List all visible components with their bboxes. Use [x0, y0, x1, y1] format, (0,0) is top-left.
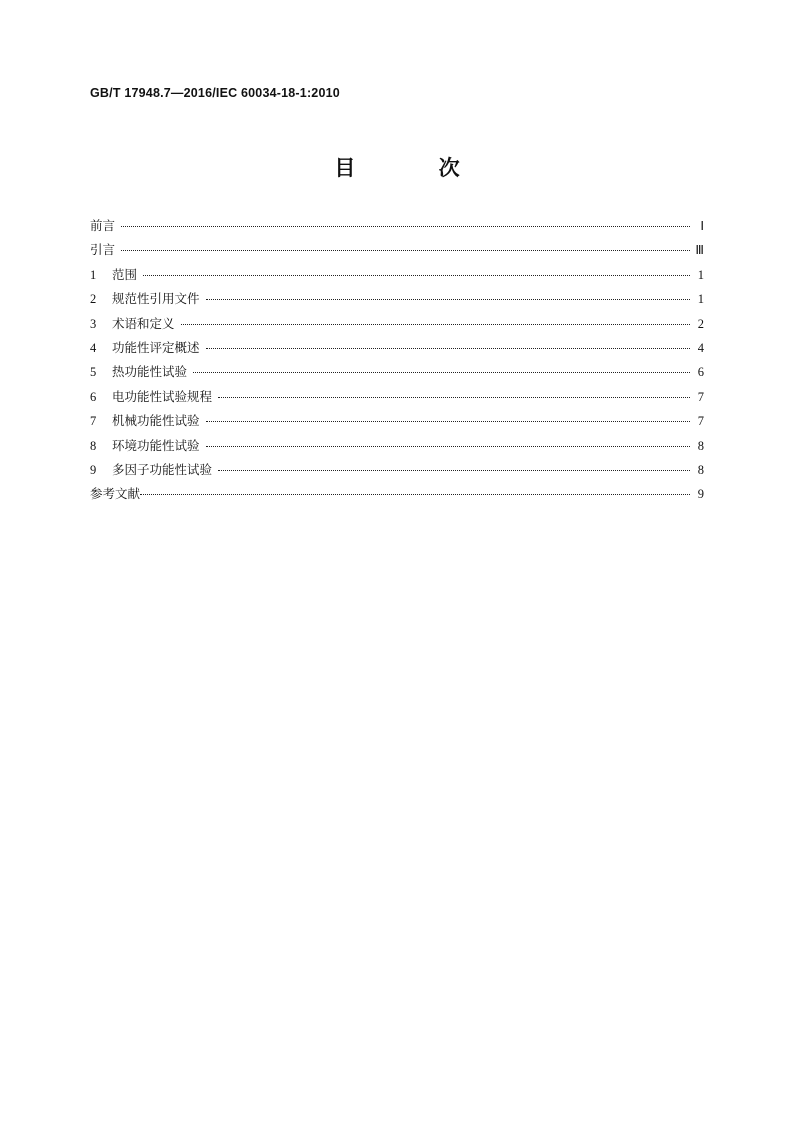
toc-entry-label: 热功能性试验 [112, 364, 188, 380]
toc-dot-leader [121, 225, 690, 227]
toc-entry-number: 6 [90, 389, 97, 404]
toc-entry-label: 参考文献 [90, 486, 141, 502]
toc-entry-page: 9 [697, 487, 704, 502]
toc-entry-3[interactable] [90, 314, 704, 338]
toc-entry-label: 功能性评定概述 [112, 339, 200, 355]
toc-entry-page: 1 [697, 267, 704, 282]
toc-entry-page: 1 [697, 292, 704, 307]
toc-entry-1[interactable] [90, 265, 704, 289]
toc-dot-leader [218, 469, 690, 471]
toc-dot-leader [206, 298, 690, 300]
toc-entry-label: 前言 [90, 218, 116, 233]
toc-dot-leader [193, 371, 690, 373]
toc-entry-number: 5 [90, 365, 97, 380]
toc-entry-page: Ⅲ [695, 243, 704, 258]
toc-entry-page: 7 [697, 389, 704, 404]
toc-entry-number: 9 [90, 462, 97, 477]
toc-entry-label: 引言 [90, 242, 116, 258]
toc-entry-label: 规范性引用文件 [112, 291, 200, 307]
toc-entry-number: 7 [90, 414, 97, 429]
standard-code-header: GB/T 17948.7—2016/IEC 60034-18-1:2010 [90, 86, 340, 100]
toc-entry-page: 6 [697, 365, 704, 380]
table-of-contents [90, 216, 704, 509]
toc-dot-leader [218, 396, 690, 398]
toc-entry-introduction[interactable] [90, 240, 704, 264]
toc-entry-label: 环境功能性试验 [112, 437, 200, 453]
toc-dot-leader [121, 249, 690, 251]
toc-entry-6[interactable] [90, 387, 704, 411]
toc-entry-page: 4 [697, 340, 704, 355]
toc-entry-number: 8 [90, 438, 97, 453]
toc-entry-page: Ⅰ [700, 219, 704, 233]
toc-dot-leader [140, 493, 690, 495]
toc-entry-number: 4 [90, 340, 97, 355]
toc-dot-leader [143, 274, 690, 276]
toc-entry-number: 1 [90, 267, 97, 282]
toc-dot-leader [206, 420, 690, 422]
toc-dot-leader [206, 347, 690, 349]
toc-entry-2[interactable] [90, 289, 704, 313]
toc-entry-page: 2 [697, 316, 704, 331]
toc-entry-page: 8 [697, 462, 704, 477]
toc-entry-foreword[interactable] [90, 216, 704, 240]
toc-entry-8[interactable] [90, 436, 704, 460]
toc-entry-bibliography[interactable] [90, 484, 704, 508]
toc-entry-page: 7 [697, 414, 704, 429]
toc-dot-leader [181, 323, 690, 325]
page-title: 目 次 [334, 156, 498, 180]
toc-entry-label: 术语和定义 [112, 315, 175, 331]
toc-entry-label: 电功能性试验规程 [112, 388, 213, 404]
toc-entry-label: 机械功能性试验 [112, 413, 200, 429]
toc-entry-7[interactable] [90, 411, 704, 435]
toc-entry-4[interactable] [90, 338, 704, 362]
toc-entry-5[interactable] [90, 362, 704, 386]
toc-entry-9[interactable] [90, 460, 704, 484]
toc-entry-number: 3 [90, 316, 97, 331]
toc-entry-number: 2 [90, 292, 97, 307]
toc-dot-leader [206, 445, 690, 447]
toc-entry-label: 范围 [112, 266, 138, 282]
toc-entry-label: 多因子功能性试验 [112, 461, 213, 477]
toc-entry-page: 8 [697, 438, 704, 453]
